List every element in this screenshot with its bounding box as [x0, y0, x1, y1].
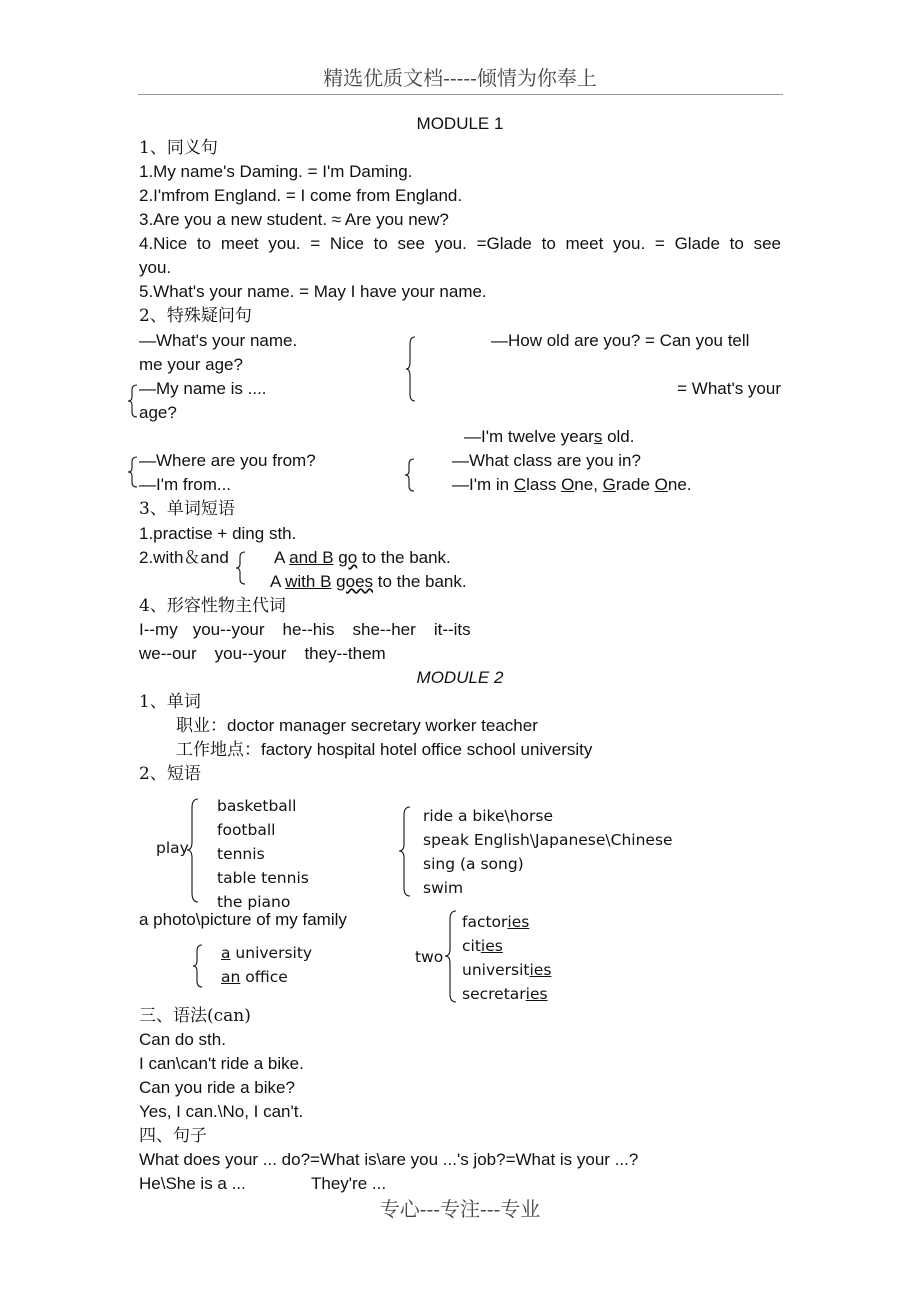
answer-class-grade: —I'm in Class One, Grade One.	[452, 475, 692, 494]
section-possessive-heading: 4、形容性物主代词	[139, 596, 286, 616]
article-item: a university	[221, 944, 313, 962]
plural-item: secretaries	[462, 985, 548, 1003]
phrase-photo-family: a photo\picture of my family	[139, 910, 347, 929]
article-item: an office	[221, 968, 288, 986]
section-phrases2-heading: 2、短语	[139, 764, 201, 784]
play-item: football	[217, 821, 276, 839]
section-sentences-heading: 四、句子	[139, 1126, 207, 1146]
section-synonyms-heading: 1、同义句	[139, 138, 218, 158]
synonym-line-5: 5.What's your name. = May I have your name.	[139, 282, 487, 301]
sentence-theyre: They're ...	[311, 1174, 387, 1193]
page-footer: 专心---专注---专业	[379, 1197, 541, 1221]
synonym-line-2: 2.I'mfrom England. = I come from England.	[139, 186, 463, 205]
possessive-row-2: we--our you--your they--them	[139, 644, 386, 663]
synonym-line-3: 3.Are you a new student. ≈ Are you new?	[139, 210, 449, 229]
page-header: 精选优质文档-----倾情为你奉上	[323, 66, 597, 90]
verb-item: sing (a song)	[423, 855, 524, 873]
module2-title: MODULE 2	[416, 668, 504, 687]
grammar-line: Can do sth.	[139, 1030, 226, 1049]
play-item: the piano	[217, 893, 291, 910]
play-item: table tennis	[217, 869, 309, 887]
play-list	[217, 796, 397, 910]
question-where-from: —Where are you from?	[139, 451, 316, 470]
grammar-line: Can you ride a bike?	[139, 1078, 295, 1097]
section-grammar-heading: 三、语法(can)	[139, 1006, 251, 1026]
plural-item: universities	[462, 961, 552, 979]
synonym-line-1: 1.My name's Daming. = I'm Daming.	[139, 162, 413, 181]
section-questions-heading: 2、特殊疑问句	[139, 306, 252, 326]
example-with: A with B goes to the bank.	[270, 572, 467, 591]
play-item: basketball	[217, 797, 297, 815]
sentence-he-she-is: He\She is a ...	[139, 1174, 246, 1193]
answer-im-from: —I'm from...	[139, 475, 232, 494]
brace-class	[404, 458, 416, 492]
section-words-heading: 1、单词	[139, 692, 201, 712]
grammar-line: I can\can't ride a bike.	[139, 1054, 304, 1073]
phrase-practise: 1.practise + ding sth.	[139, 524, 297, 543]
example-and: A and B go to the bank.	[274, 548, 451, 567]
brace-articles	[192, 944, 204, 988]
play-label: play	[156, 839, 189, 857]
module1-title: MODULE 1	[416, 114, 504, 133]
question-how-old: —How old are you? = Can you tell	[491, 331, 750, 350]
brace-play	[186, 798, 200, 904]
brace-with-and	[235, 551, 247, 585]
words-workplaces: 工作地点：factory hospital hotel office school university	[176, 740, 593, 759]
question-what-class: —What class are you in?	[452, 451, 641, 470]
question-age-cont: age?	[139, 403, 177, 422]
play-item: tennis	[217, 845, 265, 863]
verb-item: speak English\Japanese\Chinese	[423, 831, 673, 849]
section-phrases-heading: 3、单词短语	[139, 499, 235, 519]
header-rule	[138, 94, 783, 95]
answer-my-name-is: —My name is ....	[139, 379, 267, 398]
phrase-with-and: 2.with＆and	[139, 548, 229, 567]
question-whats-your-name: —What's your name.	[139, 331, 298, 350]
possessive-row-1: I--my you--your he--his she--her it--its	[139, 620, 471, 639]
plural-item: cities	[462, 937, 503, 955]
verb-item: swim	[423, 879, 464, 897]
two-label: two	[415, 948, 444, 966]
synonym-line-4: 4.Nice to meet you. = Nice to see you. =Glade to meet you. = Glade to see	[139, 234, 781, 253]
synonym-line-4-cont: you.	[139, 258, 172, 277]
grammar-line: Yes, I can.\No, I can't.	[139, 1102, 304, 1121]
brace-verbs	[398, 806, 412, 898]
verb-item: ride a bike\horse	[423, 807, 554, 825]
brace-plurals	[444, 910, 458, 1004]
brace-questions-1	[405, 336, 417, 402]
brace-answers-1	[127, 384, 139, 418]
question-how-old-cont: me your age?	[139, 355, 243, 374]
answer-twelve-years-old: —I'm twelve years old.	[464, 427, 635, 446]
brace-where-from	[127, 456, 139, 488]
question-whats-your-age: = What's your	[677, 379, 781, 398]
sentence-job-question: What does your ... do?=What is\are you ...'s job?=What is your ...?	[139, 1150, 639, 1169]
words-jobs: 职业：doctor manager secretary worker teacher	[176, 716, 538, 735]
plural-item: factories	[462, 913, 530, 931]
